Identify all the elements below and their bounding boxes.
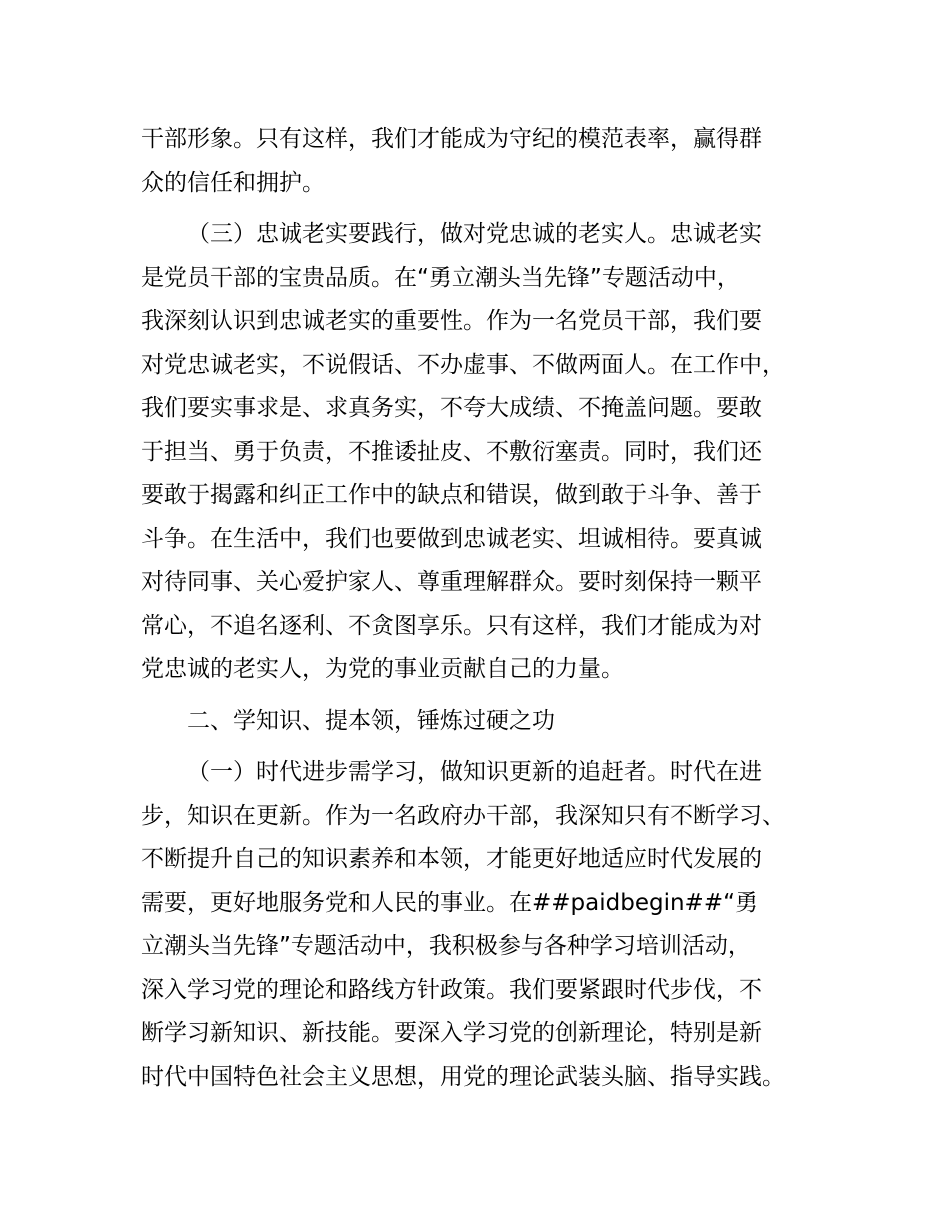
text-line: 对党忠诚老实，不说假话、不办虚事、不做两面人。在工作中， [141,351,785,378]
heading-line: 二、学知识、提本领，锤炼过硬之功 [187,707,555,734]
text-line: 步，知识在更新。作为一名政府办干部，我深知只有不断学习、 [141,802,785,829]
text-line: 我们要实事求是、求真务实，不夸大成绩、不掩盖问题。要敢 [141,395,762,421]
text-line: 需要，更好地服务党和人民的事业。在##paidbegin##“勇 [141,889,759,916]
text-line: 立潮头当先锋”专题活动中，我积极参与各种学习培训活动， [141,933,751,959]
text-line: 要敢于揭露和纠正工作中的缺点和错误，做到敢于斗争、善于 [141,482,762,508]
text-line: 于担当、勇于负责，不推诿扯皮、不敷衍塞责。同时，我们还 [141,438,762,465]
text-line: 常心，不追名逐利、不贪图享乐。只有这样，我们才能成为对 [141,612,762,639]
text-line: 不断提升自己的知识素养和本领，才能更好地适应时代发展的 [141,846,762,872]
text-line: 断学习新知识、新技能。要深入学习党的创新理论，特别是新 [141,1020,762,1046]
text-line: 时代中国特色社会主义思想，用党的理论武装头脑、指导实践。 [141,1063,785,1090]
text-line: 党忠诚的老实人，为党的事业贡献自己的力量。 [141,656,624,682]
document-body [141,118,841,1099]
text-line: （三）忠诚老实要践行，做对党忠诚的老实人。忠诚老实 [187,221,762,247]
paragraph-2 [141,213,841,692]
text-line: 干部形象。只有这样，我们才能成为守纪的模范表率，赢得群 [141,126,762,152]
text-line: 对待同事、关心爱护家人、尊重理解群众。要时刻保持一颗平 [141,569,762,595]
text-line: 众的信任和拥护。 [141,169,325,196]
text-line: （一）时代进步需学习，做知识更新的追赶者。时代在进 [187,759,762,785]
text-line: 我深刻认识到忠诚老实的重要性。作为一名党员干部，我们要 [141,308,762,334]
text-line: 深入学习党的理论和路线方针政策。我们要紧跟时代步伐，不 [141,976,762,1003]
paragraph-1 [141,118,841,205]
text-line: 斗争。在生活中，我们也要做到忠诚老实、坦诚相待。要真诚 [141,525,762,552]
paragraph-3 [141,751,841,1099]
text-line: 是党员干部的宝贵品质。在“勇立潮头当先锋”专题活动中， [141,264,740,291]
section-heading [141,700,841,744]
